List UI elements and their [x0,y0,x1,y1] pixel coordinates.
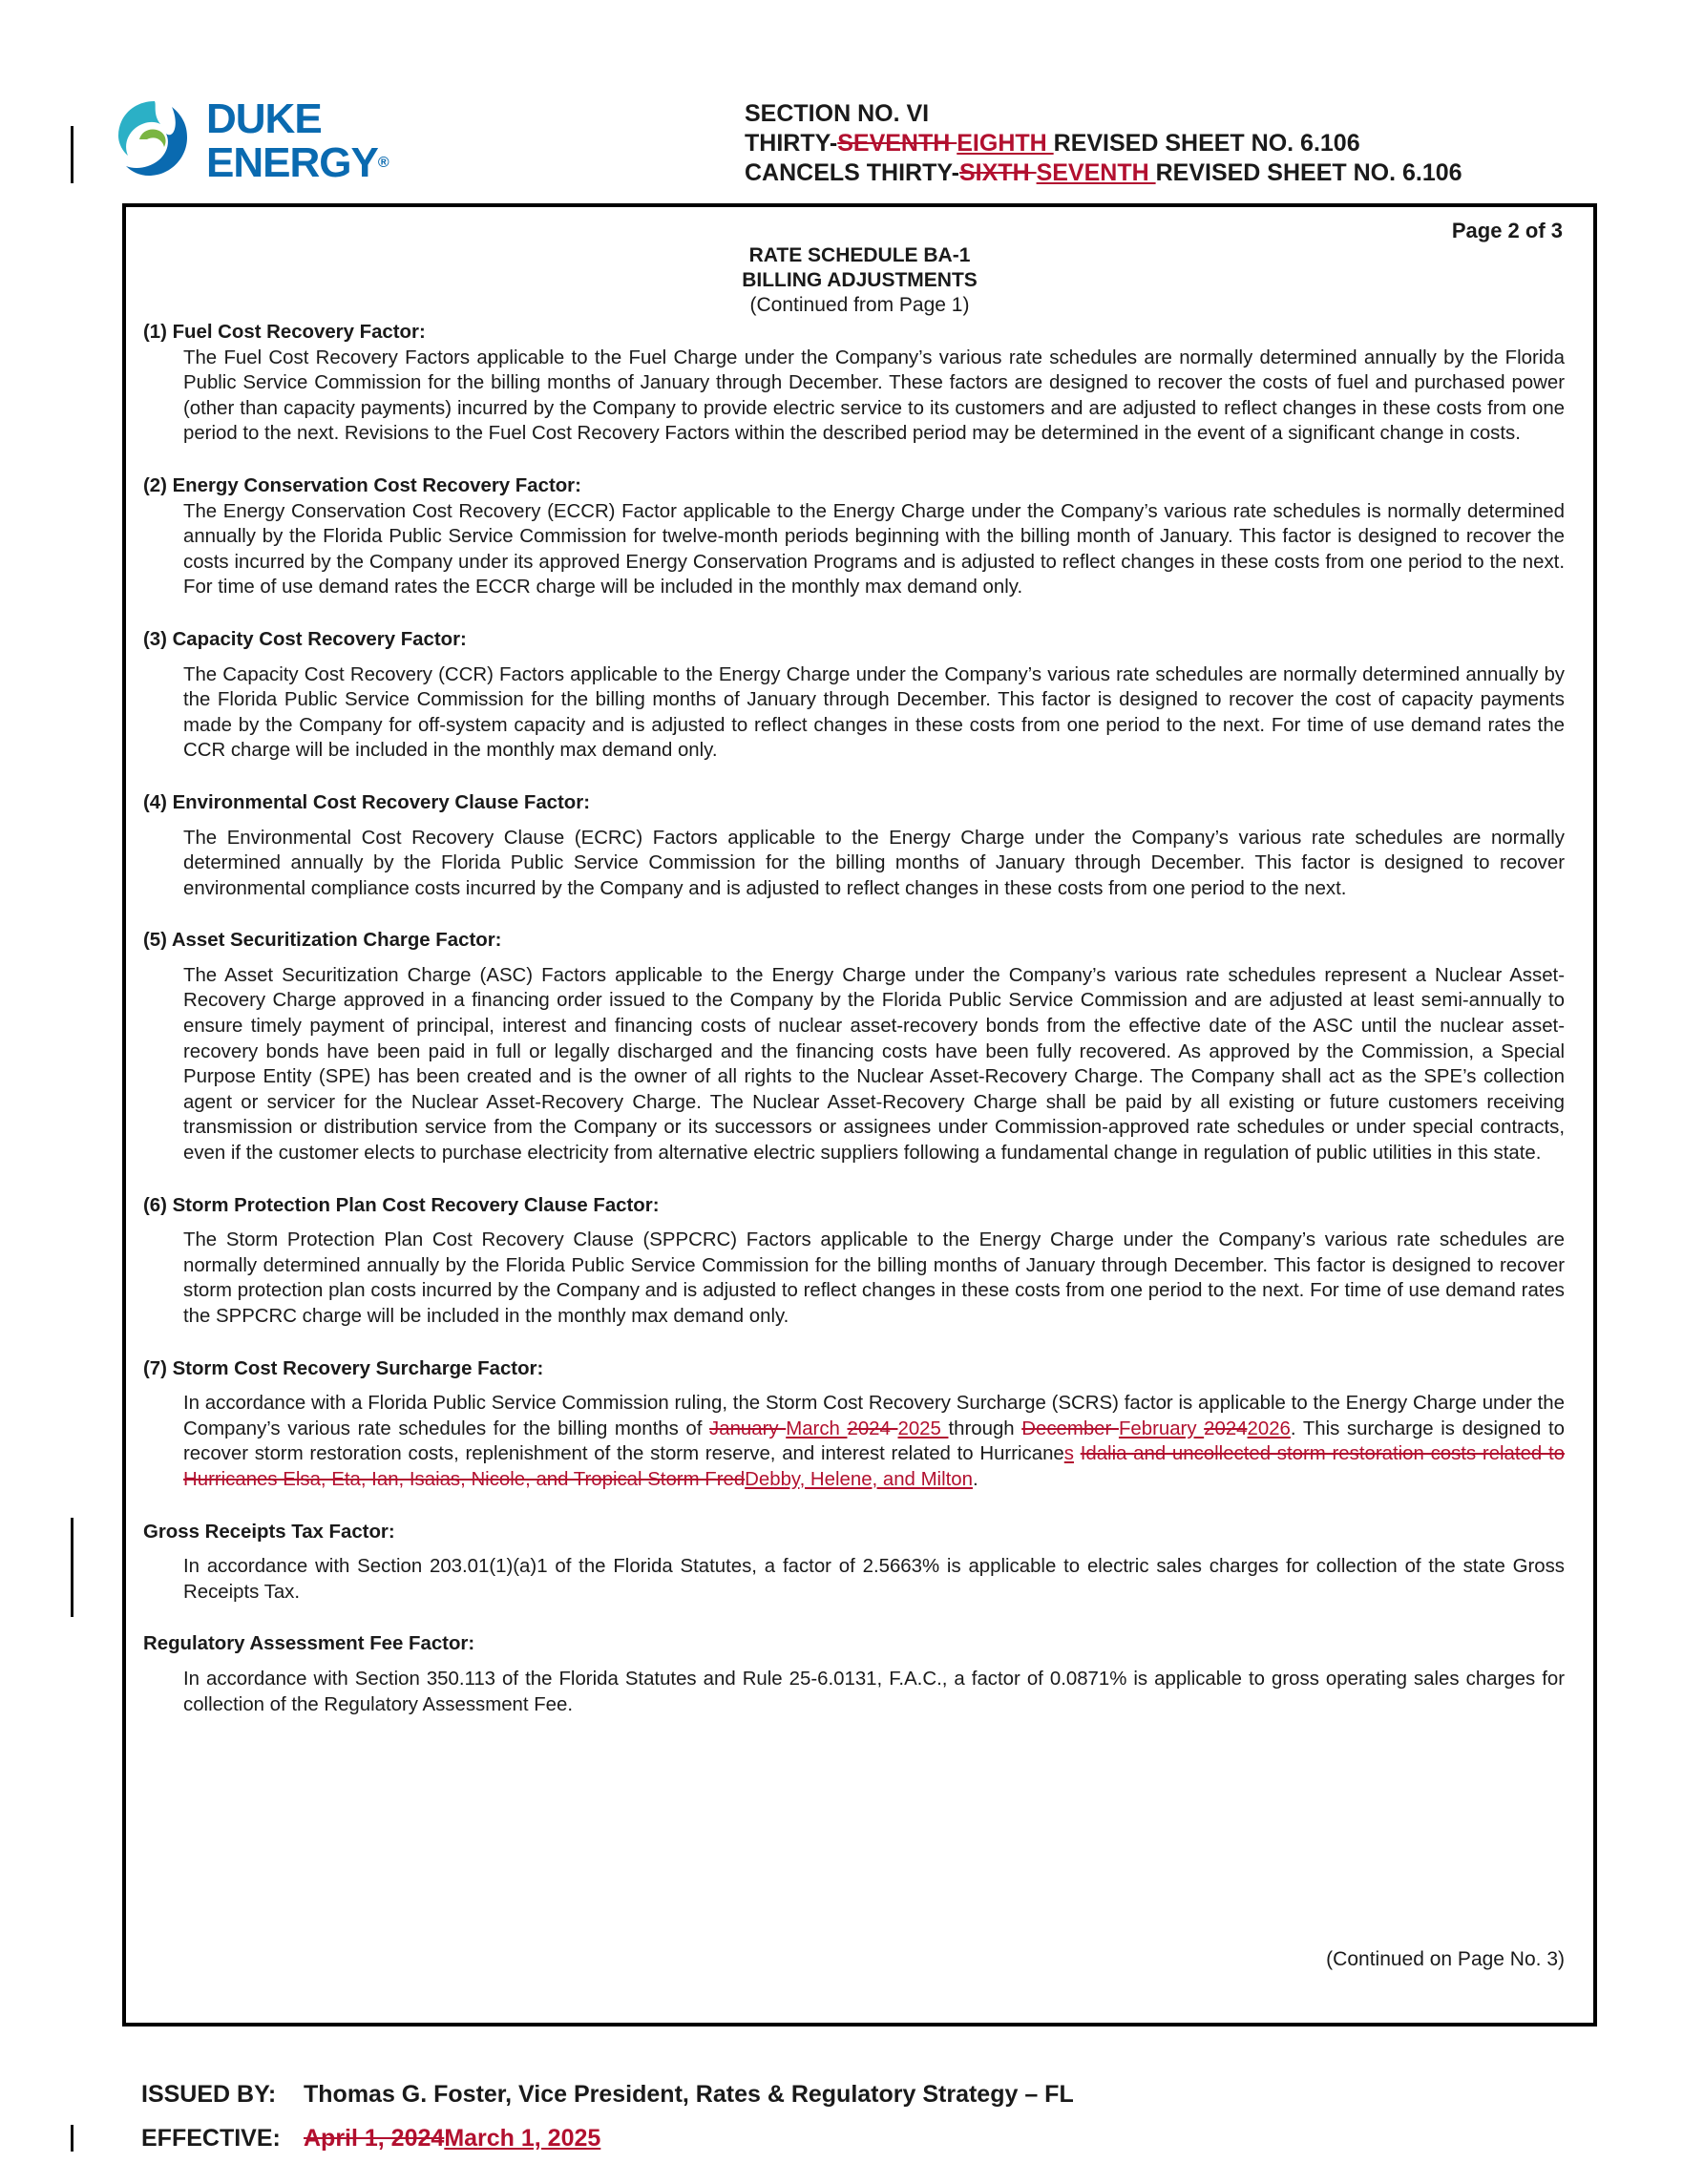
section-body: The Energy Conservation Cost Recovery (ECCR) Factor applicable to the Energy Charge under the Company’s various rate schedules is normally determined annually by the Florida Public Service Commission for twelve-month periods beginning with the billing month of January. This factor is designed to recover the costs incurred by the Company under its approved Energy Conservation Programs and is adjusted to reflect changes in these costs from one period to the next. For time of use demand rates the ECCR charge will be included in the monthly max demand only. [183,500,1565,598]
logo-mark-icon [111,95,199,183]
section-heading: (5) Asset Securitization Charge Factor: [143,930,502,952]
section-body: The Capacity Cost Recovery (CCR) Factors applicable to the Energy Charge under the Company’s various rate schedules are normally determined annually by the Florida Public Service Commission for the billing months of January through December. This factor is designed to recover the cost of capacity payments made by the Company for off-system capacity and is adjusted to reflect changes in these costs from one period to the next. For time of use demand rates the CCR charge will be included in the monthly max demand only. [183,663,1565,762]
section-regulatory-assessment-fee [143,1631,1565,1717]
section-fuel-cost [143,320,1565,447]
title-line-2: BILLING ADJUSTMENTS [742,269,978,291]
page-number: Page 2 of 3 [1451,219,1563,242]
section-heading: (7) Storm Cost Recovery Surcharge Factor: [143,1357,544,1379]
section-body: The Environmental Cost Recovery Clause (ECRC) Factors applicable to the Energy Charge under the Company’s various rate schedules are normally determined annually by the Florida Public Service Commission for the billing months of January through December. This factor is designed to recover environmental compliance costs incurred by the Company and is adjusted to reflect changes in these costs from one period to the next. [183,827,1565,899]
section-heading: (3) Capacity Cost Recovery Factor: [143,628,467,650]
section-energy-conservation [143,473,1565,600]
section-body: In accordance with Section 350.113 of the Florida Statutes and Rule 25-6.0131, F.A.C., a factor of 0.0871% is applicable to gross operating sales charges for collection of the Regulatory Assessment Fee. [183,1668,1565,1715]
effective-date-deleted: April 1, 2024 [304,2125,445,2152]
section-body: The Storm Protection Plan Cost Recovery Clause (SPPCRC) Factors applicable to the Energy Charge under the Company’s various rate schedules are normally determined annually by the Florida Public Service Commission for the billing months of January through December. This factor is designed to recover storm protection plan costs incurred by the Company and is adjusted to reflect changes in these costs from one period to the next. For time of use demand rates the SPPCRC charge will be included in the monthly max demand only. [183,1229,1565,1327]
section-heading: Gross Receipts Tax Factor: [143,1521,395,1543]
revision-bar-section7 [71,1518,74,1617]
section-heading: (2) Energy Conservation Cost Recovery Factor: [143,474,581,496]
section-asset-securitization [143,928,1565,1166]
rate-schedule-title [126,243,1593,318]
sheet-header [745,99,1462,188]
section-body: The Fuel Cost Recovery Factors applicable to the Fuel Charge under the Company’s various rate schedules are normally determined annually by the Florida Public Service Commission for the billing months of January through December. These factors are designed to recover the costs of fuel and purchased power (other than capacity payments) incurred by the Company to provide electric service to its customers and are adjusted to reflect changes in these costs from one period to the next. Revisions to the Fuel Cost Recovery Factors within the described period may be determined in the event of a significant change in costs. [183,346,1565,445]
revised-sheet-line: THIRTY-SEVENTH EIGHTH REVISED SHEET NO. 6.106 [745,130,1360,157]
effective-date-inserted: March 1, 2025 [444,2125,601,2152]
effective-date [141,2125,600,2152]
title-line-3: (Continued from Page 1) [749,294,970,316]
section-heading: (1) Fuel Cost Recovery Factor: [143,322,426,343]
section-capacity-cost [143,627,1565,764]
logo-line-duke: DUKE [206,95,322,142]
tariff-sheet-body [122,203,1597,2026]
sections-content [143,320,1565,1744]
section-heading: Regulatory Assessment Fee Factor: [143,1633,475,1655]
revision-bar-header [71,126,74,183]
logo-line-energy: ENERGY® [206,139,389,186]
section-number: SECTION NO. VI [745,100,930,127]
continued-note: (Continued on Page No. 3) [1326,1948,1565,1970]
section-heading: (6) Storm Protection Plan Cost Recovery Clause Factor: [143,1194,660,1216]
issued-by-value: Thomas G. Foster, Vice President, Rates & Regulatory Strategy – FL [304,2081,1074,2108]
section-body: In accordance with Section 203.01(1)(a)1 of the Florida Statutes, a factor of 2.5663% is applicable to electric sales charges for collection of the state Gross Receipts Tax. [183,1556,1565,1603]
revision-bar-effective [71,2125,74,2152]
issued-by-label: ISSUED BY: [141,2081,277,2108]
section-gross-receipts-tax [143,1520,1565,1606]
title-line-1: RATE SCHEDULE BA-1 [748,244,971,266]
section-body: In accordance with a Florida Public Service Commission ruling, the Storm Cost Recovery Surcharge (SCRS) factor is applicable to the Energy Charge under the Company’s various rate schedules for the billing months of January March 2024 2025 through December February 20242026. This surcharge is designed to recover storm restoration costs, replenishment of the storm reserve, and interest related to Hurricanes Idalia and uncollected storm restoration costs related to Hurricanes Elsa, Eta, Ian, Isaias, Nicole, and Tropical Storm FredDebby, Helene, and Milton. [183,1393,1565,1490]
issued-by [141,2081,1074,2109]
effective-label: EFFECTIVE: [141,2125,281,2152]
duke-energy-logo [111,95,397,191]
section-body: The Asset Securitization Charge (ASC) Factors applicable to the Energy Charge under the Company’s various rate schedules represent a Nuclear Asset-Recovery Charge approved in a financing order issued to the Company by the Florida Public Service Commission and are adjusted at least semi-annually to ensure timely payment of principal, interest and financing costs of nuclear asset-recovery bonds from the effective date of the ASC until the nuclear asset-recovery bonds have been paid in full or legally discharged and the financing costs have been fully recovered. As approved by the Commission, a Special Purpose Entity (SPE) has been created and is the owner of all rights to the Nuclear Asset-Recovery Charge. The Company shall act as the SPE’s collection agent or servicer for the Nuclear Asset-Recovery Charge. The Nuclear Asset-Recovery Charge shall be paid by all existing or future customers receiving transmission or distribution service from the Company or its successors or assignees under Commission-approved rate schedules or under special contracts, even if the customer elects to purchase electricity from alternative electric suppliers following a fundamental change in regulation of public utilities in this state. [183,964,1565,1165]
section-heading: (4) Environmental Cost Recovery Clause Factor: [143,791,590,813]
section-environmental-cost [143,790,1565,901]
section-storm-protection-plan [143,1193,1565,1330]
cancels-sheet-line: CANCELS THIRTY-SIXTH SEVENTH REVISED SHEET NO. 6.106 [745,159,1462,186]
section-storm-cost-recovery [143,1356,1565,1493]
logo-wordmark [206,97,389,185]
